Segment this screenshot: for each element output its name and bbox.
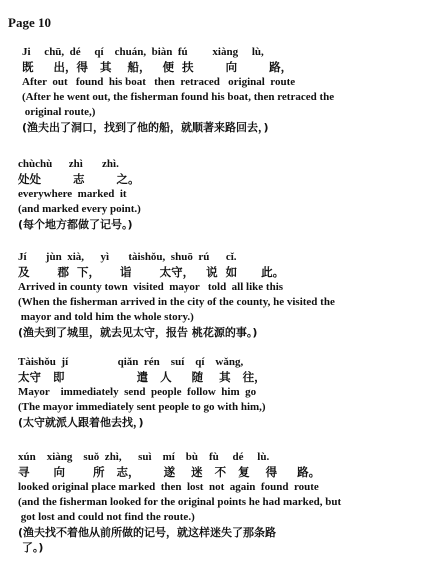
hanzi-line: 及 郡 下， 诣 太守， 说 如 此。	[18, 265, 285, 279]
pinyin-line: Ji chū, dé qí chuán, biàn fú xiàng lù,	[22, 46, 264, 58]
page-number: Page 10	[8, 15, 51, 30]
gloss-line: looked original place marked then lost not again found route	[18, 481, 319, 493]
gloss-line: After out found his boat then retraced original route	[22, 76, 296, 88]
gloss-line: everywhere marked it	[18, 188, 127, 200]
translation-line: mayor and told him the whole story.)	[18, 311, 194, 323]
chinese-translation-line: (渔夫出了洞口，找到了他的船，就顺著来路回去，)	[22, 121, 269, 134]
pinyin-line: Tàishǒu jí qiǎn rén suí qí wǎng,	[18, 356, 244, 368]
passage-section-5	[8, 450, 420, 555]
chinese-translation-line: (渔夫找不着他从前所做的记号，就这样迷失了那条路	[18, 526, 277, 539]
passage-section-1	[8, 45, 420, 135]
translation-line: (and marked every point.)	[18, 203, 141, 215]
hanzi-line: 太守 即 遣 人 随 其 往，	[18, 370, 266, 384]
hanzi-line: 处处 志 之。	[18, 172, 140, 186]
gloss-line: Mayor immediately send people follow him go	[18, 386, 257, 398]
hanzi-line: 既 出，得 其 船， 便 扶 向 路，	[22, 60, 293, 74]
translation-line: (After he went out, the fisherman found his boat, then retraced the	[22, 91, 335, 103]
chinese-translation-line: (每个地方都做了记号。)	[18, 218, 133, 231]
chinese-translation-line: (太守就派人跟着他去找，)	[18, 416, 144, 429]
chinese-translation-line: 了。)	[18, 541, 44, 554]
passage-section-3	[8, 250, 420, 340]
translation-line: original route,)	[22, 106, 96, 118]
pinyin-line: xún xiàng suǒ zhì, suì mí bù fù dé lù.	[18, 451, 270, 463]
passage-section-4	[8, 355, 420, 430]
pinyin-line: chùchù zhì zhì.	[18, 158, 119, 170]
translation-line: (and the fisherman looked for the original points he had marked, but	[18, 496, 342, 508]
chinese-translation-line: (渔夫到了城里，就去见太守，报告 桃花源的事。)	[18, 326, 258, 339]
passage-section-2	[8, 157, 420, 232]
translation-line: got lost and could not find the route.)	[18, 511, 195, 523]
translation-line: (When the fisherman arrived in the city of the county, he visited the	[18, 296, 335, 308]
gloss-line: Arrived in county town visited mayor told all like this	[18, 281, 284, 293]
pinyin-line: Jí jùn xià, yì tàishǒu, shuō rú cǐ.	[18, 251, 237, 263]
hanzi-line: 寻 向 所 志， 遂 迷 不 复 得 路。	[18, 465, 321, 479]
translation-line: (The mayor immediately sent people to go with him,)	[18, 401, 266, 413]
